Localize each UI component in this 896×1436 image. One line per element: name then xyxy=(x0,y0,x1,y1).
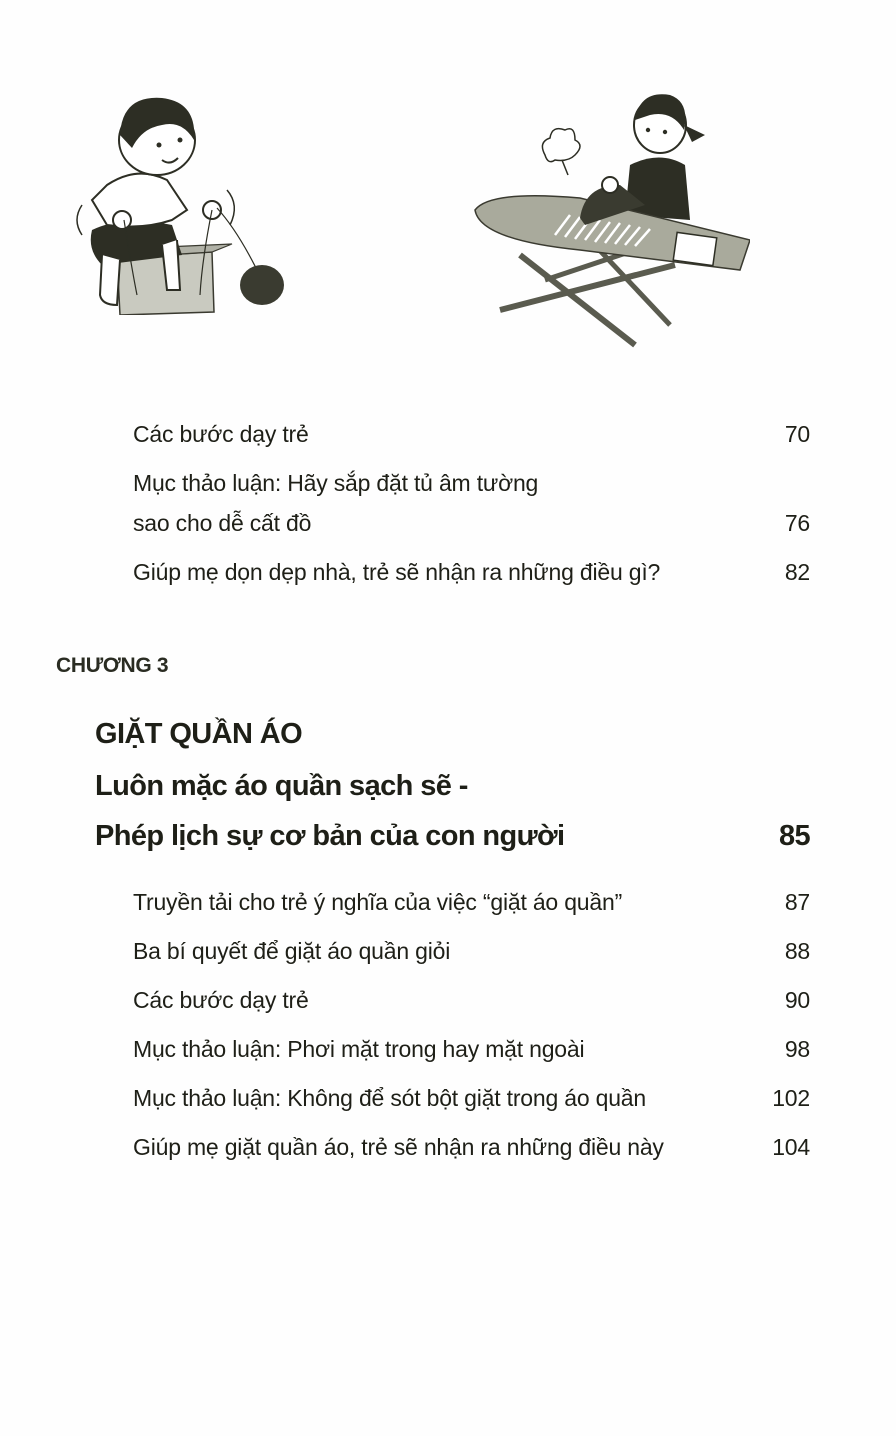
toc-entry[interactable] xyxy=(133,1035,810,1063)
toc-entry-title: Truyền tải cho trẻ ý nghĩa của việc “giặt áo quần” xyxy=(133,889,623,915)
toc-entry[interactable] xyxy=(133,420,810,448)
chapter-label: CHƯƠNG 3 xyxy=(56,654,169,677)
girl-ironing-illustration xyxy=(460,80,750,350)
toc-entry[interactable] xyxy=(133,986,810,1014)
toc-entry[interactable] xyxy=(133,937,810,965)
toc-entry[interactable] xyxy=(133,558,810,586)
toc-entry-title: Các bước dạy trẻ xyxy=(133,421,309,447)
toc-entry-page: 104 xyxy=(772,1134,810,1160)
toc-entry-page: 98 xyxy=(784,1036,810,1062)
chapter-title-text: GIẶT QUẦN ÁO xyxy=(95,718,303,750)
toc-entry-title: Mục thảo luận: Phơi mặt trong hay mặt ngoài xyxy=(133,1036,585,1062)
toc-entry-page: 82 xyxy=(784,559,810,585)
toc-entry-continued[interactable] xyxy=(133,509,810,537)
chapter-subtitle-text-1: Luôn mặc áo quần sạch sẽ - xyxy=(95,770,468,802)
toc-entry-title-line1: Mục thảo luận: Hãy sắp đặt tủ âm tường xyxy=(133,470,539,496)
toc-entry-title: Mục thảo luận: Không để sót bột giặt trong áo quần xyxy=(133,1085,646,1111)
toc-entry-page: 87 xyxy=(784,889,810,915)
toc-entry[interactable] xyxy=(133,1133,810,1161)
toc-entry-page: 102 xyxy=(772,1085,810,1111)
chapter-subtitle-line1[interactable] xyxy=(95,768,810,804)
boy-winding-yarn-illustration xyxy=(62,80,302,315)
chapter-title[interactable] xyxy=(95,716,810,752)
toc-entry[interactable] xyxy=(133,888,810,916)
toc-entry-page: 70 xyxy=(784,421,810,447)
toc-entry-title-line2: sao cho dễ cất đồ xyxy=(133,510,312,536)
chapter-subtitle-text-2: Phép lịch sự cơ bản của con người xyxy=(95,820,565,852)
toc-entry[interactable] xyxy=(133,469,810,497)
toc-entry-title: Giúp mẹ dọn dẹp nhà, trẻ sẽ nhận ra những điều gì? xyxy=(133,559,661,585)
toc-entry-page: 90 xyxy=(784,987,810,1013)
toc-entry[interactable] xyxy=(133,1084,810,1112)
toc-entry-title: Các bước dạy trẻ xyxy=(133,987,309,1013)
chapter-page: 85 xyxy=(778,820,810,852)
toc-entry-page: 76 xyxy=(784,510,810,536)
toc-entry-title: Ba bí quyết để giặt áo quần giỏi xyxy=(133,938,451,964)
chapter-subtitle-line2[interactable] xyxy=(95,818,810,854)
toc-entry-title: Giúp mẹ giặt quần áo, trẻ sẽ nhận ra những điều này xyxy=(133,1134,664,1160)
toc-entry-page: 88 xyxy=(784,938,810,964)
